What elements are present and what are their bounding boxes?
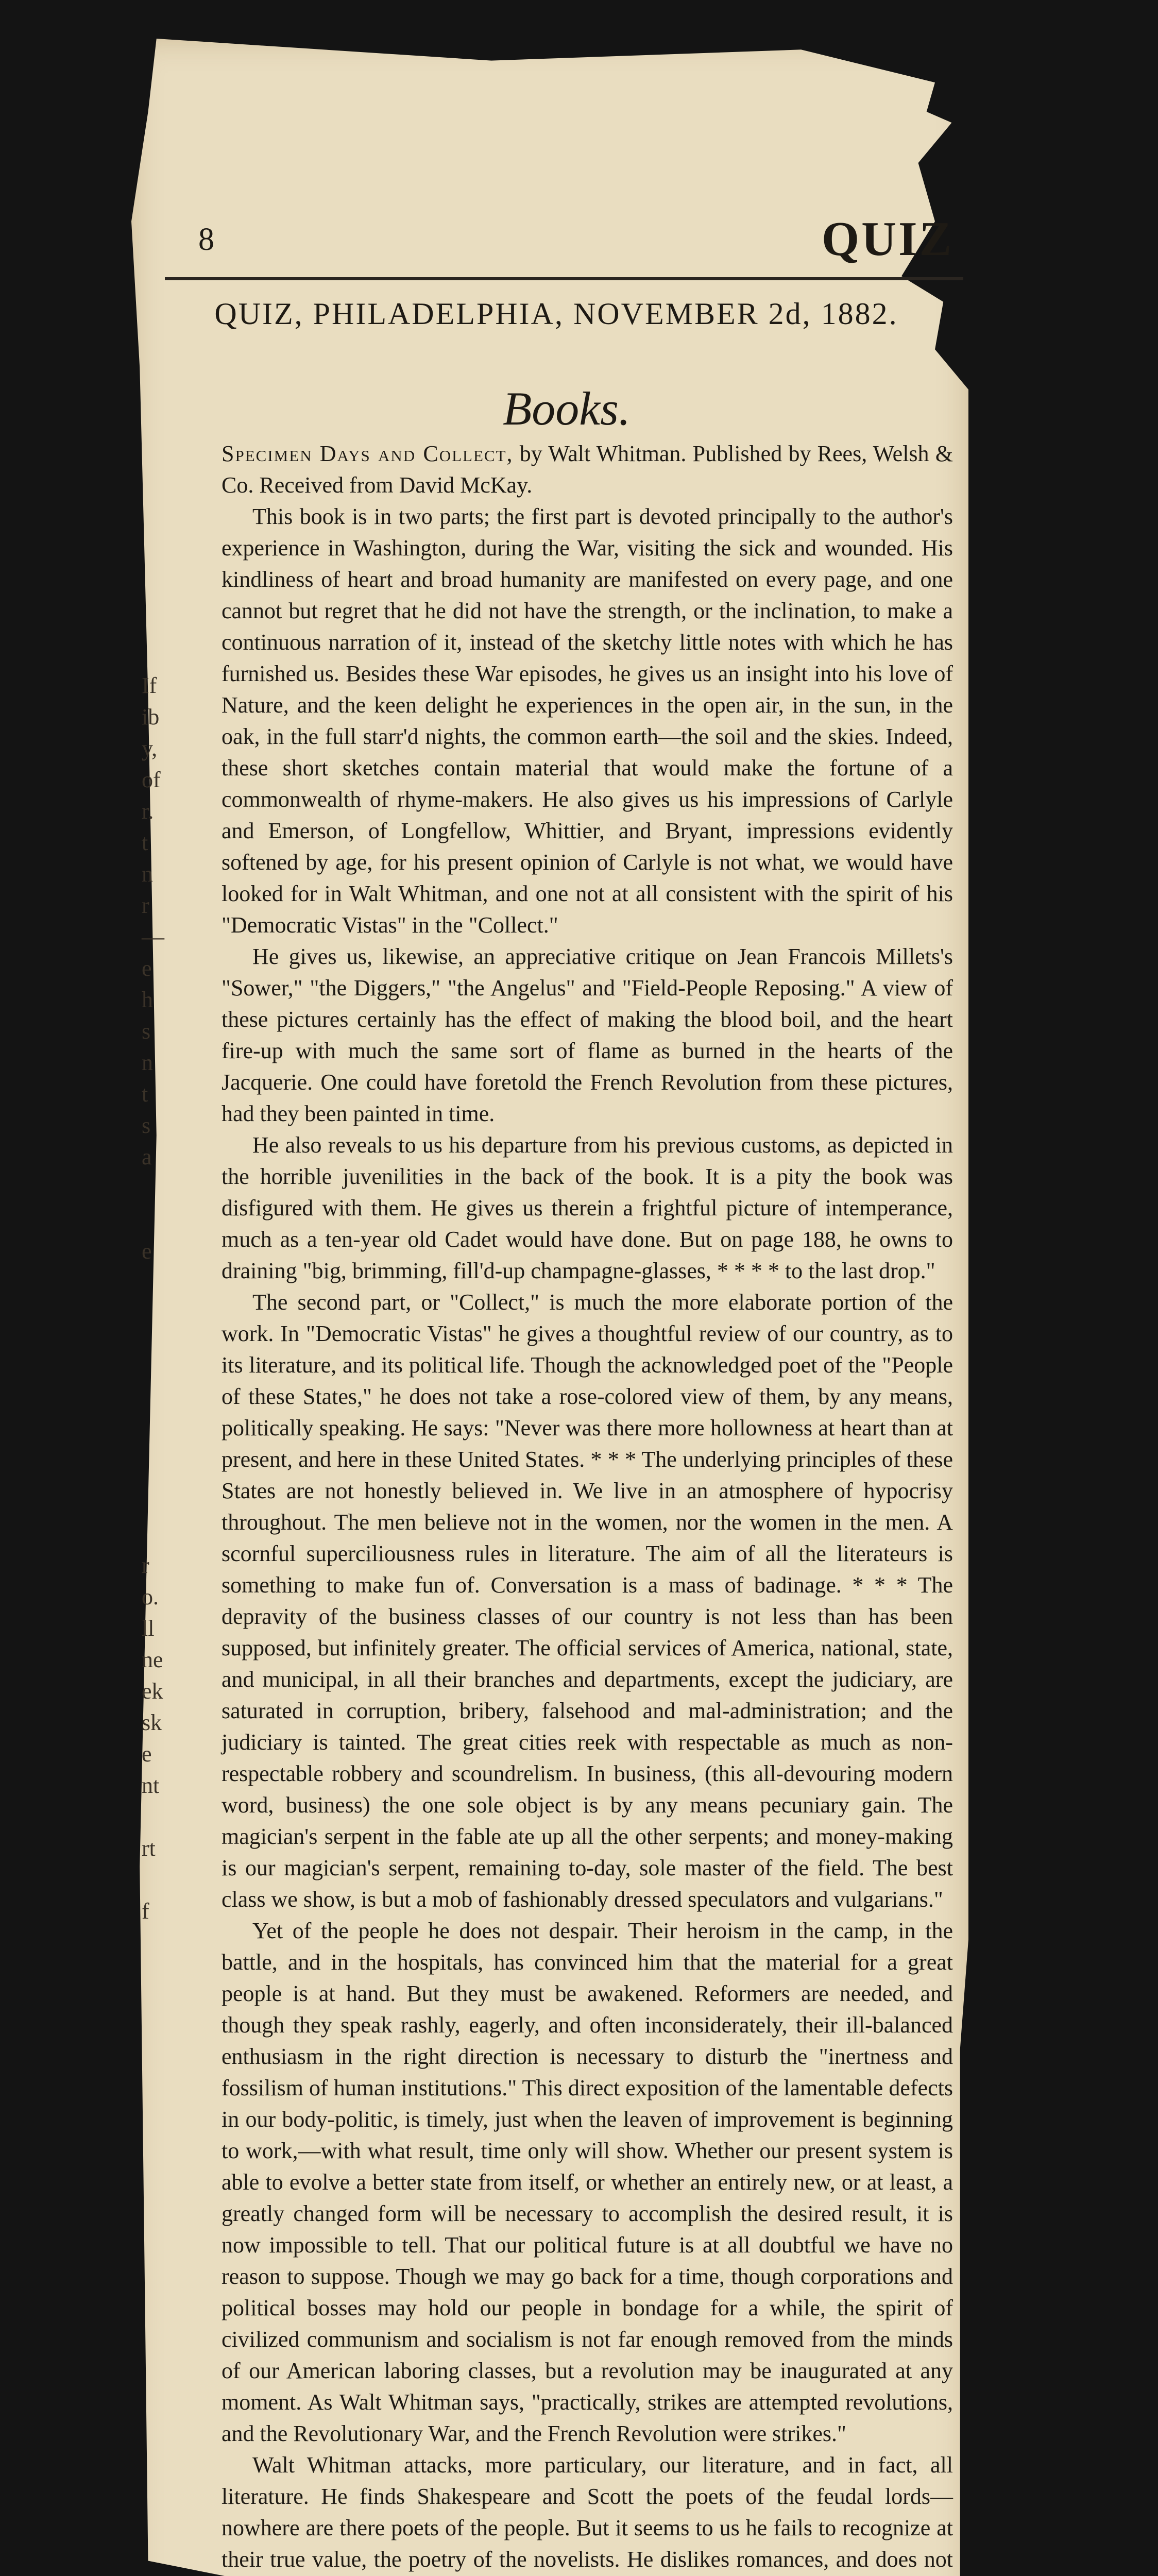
- left-fragment: a: [142, 1144, 152, 1170]
- left-fragment: r.: [142, 799, 154, 824]
- section-title: Books.: [503, 382, 631, 435]
- book-review-article: [222, 438, 953, 2576]
- article-paragraph: He also reveals to us his departure from his previous customs, as depicted in the horrible juvenilities in the back of the book. It is a pity the book was disfigured with them. He gives us therein a frightful picture of intemperance, much as a ten-year old Cadet would have done. But on page 188, he owns to draining "big, brimming, fill'd-up champagne-glasses, * * * * to the last drop.": [222, 1132, 953, 1283]
- book-title: Specimen Days and Collect,: [222, 441, 514, 466]
- left-fragment: y,: [142, 736, 158, 761]
- left-fragment: e: [142, 1239, 152, 1264]
- left-fragment: e: [142, 956, 152, 981]
- left-fragment: f: [142, 1899, 149, 1924]
- left-fragment: [142, 1330, 183, 1361]
- article-paragraph: Yet of the people he does not despair. Their heroism in the camp, in the battle, and in the hospitals, has convinced him that the material for a great people is at hand. But they must be awakened. Reformers are needed, and though they speak rashly, eagerly, and often inconsiderately, their ill-balanced enthusiasm in the right direction is necessary to disturb the "inertness and fossilism of human institutions." This direct exposition of the lamentable defects in our body-politic, is timely, just when the leaven of improvement is beginning to work,—with what result, time only will show. Whether our present system is able to evolve a better state from itself, or whether an entirely new, or at least, a greatly changed form will be necessary to accomplish the desired result, it is now impossible to tell. That our political future is at all doubtful we have no reason to suppose. Though we may go back for a time, though corporations and political bosses may hold our people in bondage for a while, the spirit of civilized communism and socialism is not far enough removed from the minds of our American laboring classes, but a revolution may be inaugurated at any moment. As Walt Whitman says, "practically, strikes are attempted revolutions, and the Revolutionary War, and the French Revolution were strikes.": [222, 1918, 953, 2446]
- left-fragment: r: [142, 893, 149, 918]
- article-paragraph: The second part, or "Collect," is much the more elaborate portion of the work. In "Democratic Vistas" he gives a thoughtful review of our country, as to its literature, and its political life. Though the acknowledged poet of the "People of these States," he does not take a rose-colored view of them, by any means, politically speaking. He says: "Never was there more hollowness at heart than at present, and here in these United States. * * * The underlying principles of these States are not honestly believed in. We live in an atmosphere of hypocrisy throughout. The men believe not in the women, nor the women in the men. A scornful superciliousness rules in literature. The aim of all the literateurs is something to make fun of. Conversation is a mass of badinage. * * * The depravity of the business classes of our country is not less than has been supposed, but infinitely greater. The official services of America, national, state, and municipal, in all their branches and departments, except the judiciary, are saturated in corruption, bribery, falsehood and mal-administration; and the judiciary is tainted. The great cities reek with respectable as much as non-respectable robbery and scoundrelism. In business, (this all-devouring modern word, business) the one sole object is by any means pecuniary gain. The magician's serpent in the fable ate up all the other serpents; and money-making is our magician's serpent, remaining to-day, sole master of the field. The best class we show, is but a mob of fashionably dressed speculators and vulgarians.": [222, 1290, 953, 1912]
- left-fragment: [142, 1267, 183, 1298]
- left-fragment: [142, 1361, 183, 1393]
- left-fragment: h: [142, 987, 153, 1012]
- left-fragment: o.: [142, 1584, 159, 1609]
- left-fragment: [142, 1298, 183, 1330]
- left-fragment: n: [142, 1050, 153, 1075]
- left-fragment: t: [142, 1081, 148, 1107]
- left-fragment: [142, 1173, 183, 1204]
- dateline: QUIZ, PHILADELPHIA, NOVEMBER 2d, 1882.: [214, 297, 898, 331]
- left-fragment: ek: [142, 1679, 163, 1704]
- left-fragment: sk: [142, 1710, 162, 1735]
- left-fragment: rt: [142, 1836, 156, 1861]
- book-publisher: by Walt Whitman. Published by Rees, Welsh & Co. Received from David McKay.: [222, 441, 953, 498]
- left-fragment: e: [142, 1741, 152, 1767]
- left-fragment: [142, 1801, 183, 1833]
- masthead-strip: [131, 196, 968, 266]
- left-fragment: [142, 1864, 183, 1895]
- left-fragment: s: [142, 1019, 151, 1044]
- left-fragment: ne: [142, 1647, 163, 1672]
- article-paragraph: This book is in two parts; the first part is devoted principally to the author's experience in Washington, during the War, visiting the sick and wounded. His kindliness of heart and broad humanity are manifested on every page, and one cannot but regret that he did not have the strength, or the inclination, to make a continuous narration of it, instead of the sketchy little notes with which he has furnished us. Besides these War episodes, he gives us an insight into his love of Nature, and the keen delight he experiences in the open air, in the sun, in the oak, in the full starr'd nights, the common earth—the soil and the skies. Indeed, these short sketches contain material that would make the fortune of a commonwealth of rhyme-makers. He also gives us his impressions of Carlyle and Emerson, of Longfellow, Whittier, and Bryant, impressions evidently softened by age, for his present opinion of Carlyle is not what, we would have looked for in Walt Whitman, and one not at all consistent with the spirit of his "Democratic Vistas" in the "Collect.": [222, 504, 953, 938]
- left-fragment: [142, 1424, 183, 1455]
- left-fragment: If: [142, 673, 157, 698]
- article-lead: [222, 438, 953, 501]
- left-fragment: [142, 1393, 183, 1424]
- left-column-fragments: [142, 670, 183, 1927]
- left-fragment: [142, 1518, 183, 1550]
- header-rule: [165, 277, 963, 280]
- left-fragment: s: [142, 1113, 151, 1138]
- page-number: 8: [198, 222, 214, 257]
- left-fragment: t: [142, 830, 148, 855]
- left-fragment: of: [142, 767, 161, 792]
- left-fragment: ll: [142, 1616, 155, 1641]
- left-fragment: [142, 1204, 183, 1235]
- left-fragment: [142, 1487, 183, 1518]
- left-fragment: —: [142, 924, 164, 950]
- left-fragment: ib: [142, 704, 160, 730]
- left-fragment: n: [142, 861, 153, 887]
- article-paragraph: He gives us, likewise, an appreciative critique on Jean Francois Millets's "Sower," "the Diggers," "the Angelus" and "Field-People Reposing." A view of these pictures certainly has the effect of making the blood boil, and the heart fire-up with much the same sort of flame as burned in the hearts of the Jacquerie. One could have foretold the French Revolution from these pictures, had they been painted in time.: [222, 944, 953, 1126]
- article-paragraph: Walt Whitman attacks, more particulary, our literature, and in fact, all literature. He finds Shakespeare and Scott the poets of the feudal lords—nowhere are there poets of the people. But it seems to us he fails to recognize at their true value, the poetry of the novelists. He dislikes romances, and does not: [222, 2452, 953, 2572]
- left-fragment: [142, 1455, 183, 1487]
- masthead: QUIZ: [822, 212, 954, 266]
- left-fragment: r: [142, 1553, 149, 1578]
- left-fragment: nt: [142, 1773, 160, 1798]
